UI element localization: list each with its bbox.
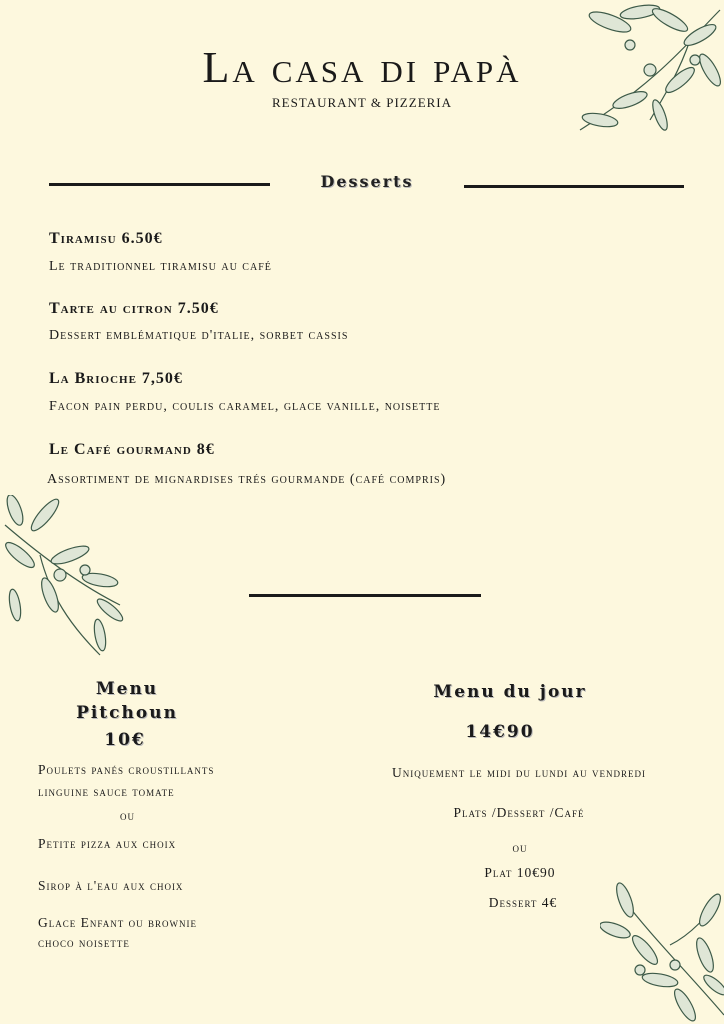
menu-pitchoun-line: Poulets panés croustillants — [38, 762, 215, 777]
menu-pitchoun-or: ou — [120, 808, 135, 823]
menu-pitchoun-price: 10€ — [104, 730, 146, 750]
menu-pitchoun-heading-line2: Pitchoun — [76, 703, 178, 723]
dessert-description: Assortiment de mignardises trés gourmande (café compris) — [47, 472, 447, 487]
menu-du-jour-line: Plats /Dessert /Café — [453, 805, 585, 820]
dessert-description: Dessert emblématique d'italie, sorbet cassis — [49, 328, 349, 343]
dessert-title: La Brioche 7,50€ — [49, 370, 183, 387]
menu-du-jour-line: Dessert 4€ — [488, 895, 558, 910]
menu-pitchoun-heading-line1: Menu — [95, 679, 159, 699]
olive-branch-bottom-right-icon — [600, 875, 724, 1024]
restaurant-subtitle: RESTAURANT & PIZZERIA — [271, 95, 453, 110]
dessert-title: Le Café gourmand 8€ — [49, 441, 215, 458]
dessert-description: Le traditionnel tiramisu au café — [49, 259, 272, 274]
menu-pitchoun-line: Glace Enfant ou brownie — [38, 915, 197, 930]
section-divider — [249, 594, 481, 597]
menu-du-jour-line: Plat 10€90 — [484, 865, 556, 880]
dessert-title: Tarte au citron 7.50€ — [49, 300, 219, 317]
menu-du-jour-line: Uniquement le midi du lundi au vendredi — [392, 765, 646, 780]
divider-right — [464, 185, 684, 188]
menu-pitchoun-line: linguine sauce tomate — [38, 784, 175, 799]
dessert-description: Facon pain perdu, coulis caramel, glace vanille, noisette — [49, 399, 441, 414]
menu-pitchoun-heading — [52, 677, 202, 725]
menu-du-jour-heading: Menu du jour — [433, 682, 587, 702]
menu-pitchoun-line: Sirop à l'eau aux choix — [38, 878, 184, 893]
menu-du-jour-or: ou — [512, 840, 528, 855]
restaurant-title: La casa di papà — [202, 43, 522, 92]
dessert-title: Tiramisu 6.50€ — [49, 230, 163, 247]
menu-pitchoun-line: Petite pizza aux choix — [38, 836, 177, 851]
divider-left — [49, 183, 270, 186]
olive-branch-left-icon — [0, 495, 130, 660]
desserts-heading: Desserts — [320, 172, 414, 191]
menu-pitchoun-line: choco noisette — [38, 935, 130, 950]
menu-du-jour-price: 14€90 — [465, 722, 535, 742]
